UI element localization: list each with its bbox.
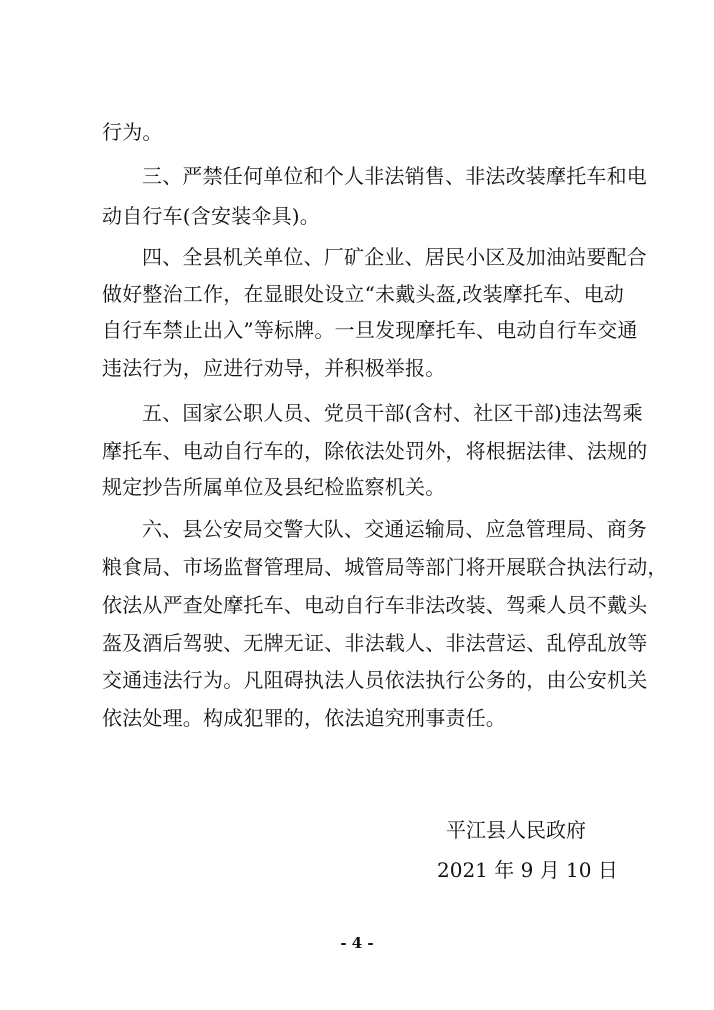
section-4-line-1: 四、全县机关单位、厂矿企业、居民小区及加油站要配合 (142, 245, 647, 269)
section-4-line-3: 自行车禁止出入”等标牌。一旦发现摩托车、电动自行车交通 (102, 318, 638, 342)
section-6-line-4: 盔及酒后驾驶、无牌无证、非法载人、非法营运、乱停乱放等 (102, 631, 648, 655)
section-5-line-1: 五、国家公职人员、党员干部(含村、社区干部)违法驾乘 (142, 401, 643, 425)
signature-organization: 平江县人民政府 (446, 818, 586, 842)
section-3-line-1: 三、严禁任何单位和个人非法销售、非法改装摩托车和电 (142, 164, 647, 188)
section-6-line-5: 交通违法行为。凡阻碍执法人员依法执行公务的，由公安机关 (102, 668, 648, 692)
section-4-line-4: 违法行为，应进行劝导，并积极举报。 (102, 356, 446, 380)
section-5-line-3: 规定抄告所属单位及县纪检监察机关。 (102, 475, 446, 499)
section-3-line-2: 动自行车(含安装伞具)。 (102, 204, 321, 228)
text-line-1: 行为。 (102, 120, 163, 144)
page-number: - 4 - (340, 934, 374, 952)
section-6-line-2: 粮食局、市场监督管理局、城管局等部门将开展联合执法行动， (102, 555, 668, 579)
signature-date: 2021 年 9 月 10 日 (437, 858, 618, 882)
section-6-line-6: 依法处理。构成犯罪的，依法追究刑事责任。 (102, 706, 506, 730)
section-4-line-2: 做好整治工作，在显眼处设立“未戴头盔,改装摩托车、电动 (102, 282, 624, 306)
section-5-line-2: 摩托车、电动自行车的，除依法处罚外，将根据法律、法规的 (102, 439, 648, 463)
section-6-line-3: 依法从严查处摩托车、电动自行车非法改装、驾乘人员不戴头 (102, 593, 648, 617)
section-6-line-1: 六、县公安局交警大队、交通运输局、应急管理局、商务 (142, 517, 647, 541)
